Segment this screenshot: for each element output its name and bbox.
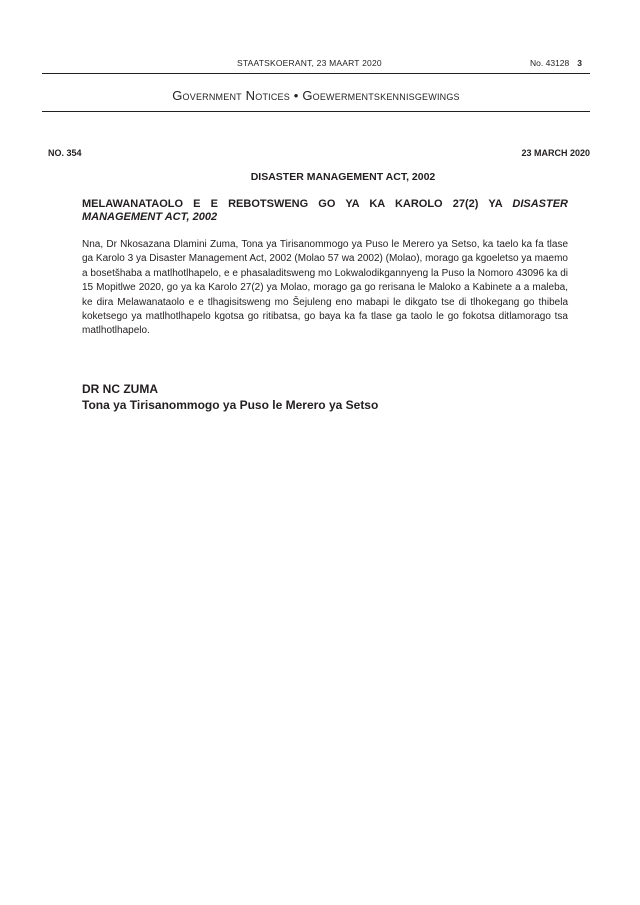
header-bottom-rule: [42, 111, 590, 112]
notice-heading-act: DISASTER MANAGEMENT ACT, 2002: [82, 198, 568, 223]
notice-number: NO. 354: [48, 148, 82, 158]
notice-date: 23 MARCH 2020: [521, 148, 590, 158]
notice-heading: [82, 198, 568, 224]
signature-block: [82, 381, 378, 413]
gazette-number-text: No. 43128: [530, 58, 570, 68]
gazette-header: [42, 56, 590, 74]
signatory-title: Tona ya Tirisanommogo ya Puso le Merero ya Setso: [82, 398, 379, 412]
header-top-rule: [42, 73, 590, 74]
page-number: 3: [577, 58, 582, 68]
notice-heading-text: MELAWANATAOLO E E REBOTSWENG GO YA KA KAROLO 27(2) YA: [82, 198, 513, 210]
notice-body: Nna, Dr Nkosazana Dlamini Zuma, Tona ya Tirisanommogo ya Puso le Merero ya Setso, ka taelo ka fa tlase ga Karolo 3 ya Disaster Management Act, 2002 (Molao 57 wa 2002) (Molao), morago ga kgoeletso ya maemo a bosetšhaba a matlhotlhapelo, e e phasaladitsweng mo Lokwalodikgannyeng la Puso la Nomoro 43096 ka di 15 Mopitlwe 2020, go ya ka Karolo 27(2) ya Molao, morago ga go rerisana le Maloko a Kabinete a a maleba, ke dira Melawanataolo e e tlhagisitsweng mo Šejuleng eno mabapi le dikgato tse di tlhokegang go thibela koketsego ya matlhotlhapelo kgotsa go ritibatsa, go baya ka fa tlase ga taolo le go fokotsa ditlamorago tsa matlhotlhapelo.: [82, 239, 568, 337]
gazette-title: STAATSKOERANT, 23 MAART 2020: [237, 58, 382, 68]
gazette-number: [530, 58, 582, 68]
section-title: Government Notices • Goewermentskennisgewings: [172, 88, 460, 103]
notice-content: [82, 198, 568, 339]
act-title: DISASTER MANAGEMENT ACT, 2002: [250, 171, 436, 183]
signatory-name: DR NC ZUMA: [82, 382, 158, 396]
